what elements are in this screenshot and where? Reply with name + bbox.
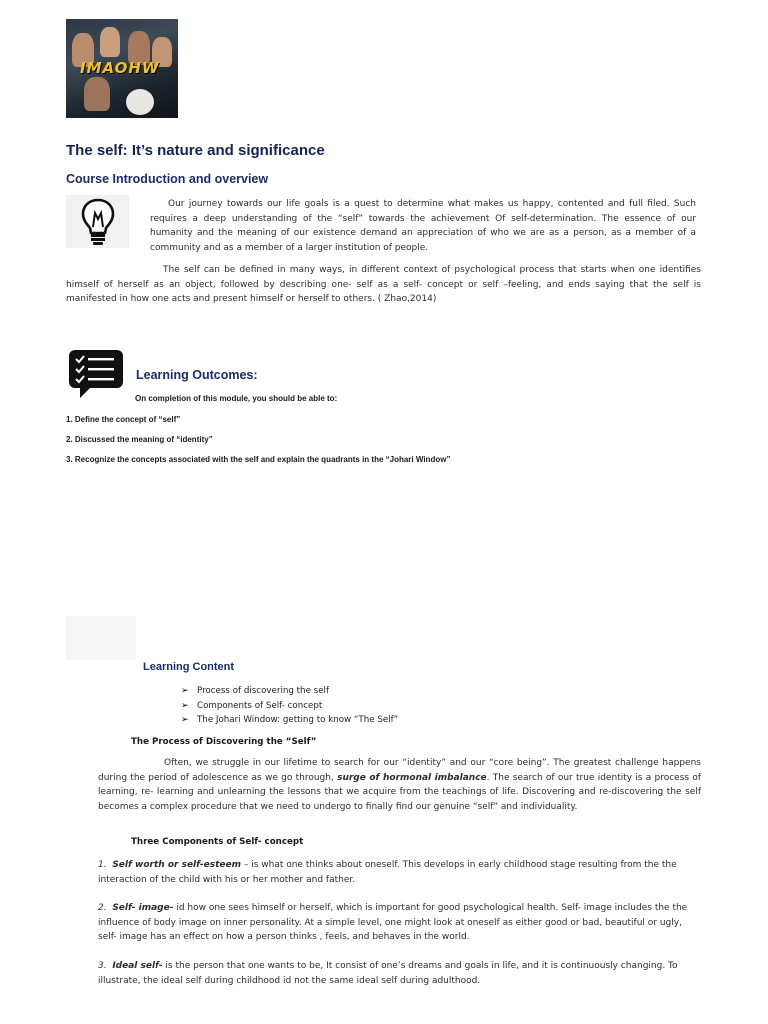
component-item: 3. Ideal self- is the person that one wants to be, It consist of one’s dreams and goals in life, and it is continuously changing. To illustrate, the ideal self during childhood id not the same ideal self during adulthood.	[98, 961, 678, 986]
component-item: 2. Self- image- id how one sees himself or herself, which is important for good psychological health. Self- image includes the the influence of body image on inner personality. At a simple level, one might look at oneself as either good or bad, beautiful or ugly, self- image has an effect on how a person thinks , feels, and behaves in the world.	[98, 903, 688, 943]
lightbulb-icon	[66, 195, 129, 248]
learning-outcomes-heading: Learning Outcomes:	[136, 368, 258, 382]
course-intro-paragraph-1: Our journey towards our life goals is a quest to determine what makes us happy, contented and full filed. Such requires a deep understanding of the “self” towards the achievement Of self-determination. The essence of our humanity and the meaning of our existence demand an appreciation of who we are as a person, as a member of a community and as a member of a larger institution of people.	[150, 199, 696, 254]
course-intro-heading: Course Introduction and overview	[66, 172, 269, 186]
arrow-bullet-icon: ➢	[181, 700, 189, 711]
list-item: ➢ Components of Self- concept	[181, 699, 398, 714]
checklist-chat-icon	[68, 349, 124, 404]
component-item: 1. Self worth or self-esteem – is what one thinks about oneself. This develops in early childhood stage resulting from the the interaction of the child with his or her mother and father.	[98, 860, 677, 885]
components-section-title: Three Components of Self- concept	[131, 837, 304, 847]
learning-outcome-item: 1. Define the concept of “self”	[66, 415, 181, 424]
list-item: ➢ The Johari Window: getting to know “The Self”	[181, 713, 398, 728]
learning-outcome-item: 3. Recognize the concepts associated with the self and explain the quadrants in the “Johari Window”	[66, 455, 451, 464]
learning-outcomes-intro: On completion of this module, you should be able to:	[135, 394, 338, 403]
process-section-title: The Process of Discovering the “Self”	[131, 737, 317, 747]
learning-outcome-item: 2. Discussed the meaning of “identity”	[66, 435, 213, 444]
faint-image-placeholder	[66, 616, 136, 660]
learning-content-heading: Learning Content	[143, 661, 235, 673]
course-intro-paragraph-2: The self can be defined in many ways, in different context of psychological process that starts when one identifies himself of herself as an object, followed by describing one- self as a self- concept or self –feeling, and ends saying that the self is manifested in how one acts and present himself or herself to others. ( Zhao,2014)	[66, 265, 701, 305]
arrow-bullet-icon: ➢	[181, 686, 189, 696]
process-paragraph: Often, we struggle in our lifetime to search for our “identity” and our “core being”. The greatest challenge happens during the period of adolescence as we go through, surge of hormonal imbalance. The search of our true identity is a process of learning, re- learning and unlearning the lessons that we acquire from the teachings of life. Discovering and re-discovering the self becomes a complex procedure that we need to undergo to finally find our genuine “self” and individuality.	[98, 758, 702, 813]
list-item: ➢ Process of discovering the self	[181, 684, 398, 699]
cover-image	[66, 19, 178, 118]
cover-logo-text: IMAOHW	[80, 59, 160, 77]
page-title: The self: It’s nature and significance	[66, 142, 325, 159]
learning-content-list	[181, 684, 398, 728]
arrow-bullet-icon: ➢	[181, 715, 189, 726]
